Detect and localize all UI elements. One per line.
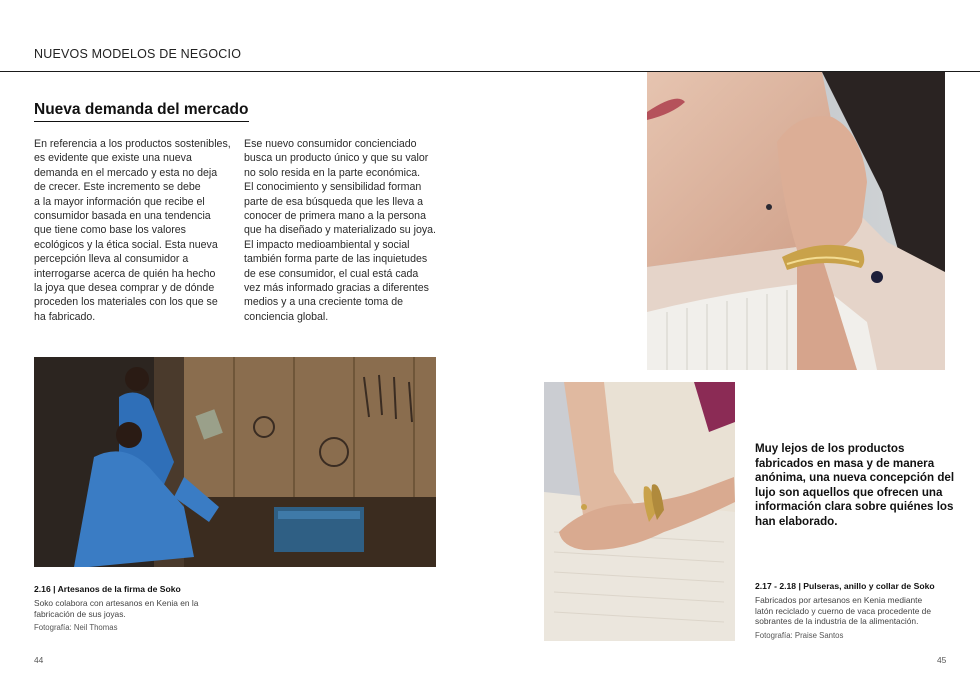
photo-workshop-artisans [34,357,436,567]
caption-workshop-text [34,598,198,619]
body-line: El conocimiento y sensibilidad forman [244,181,422,194]
pull-quote-line: Muy lejos de los productos [755,442,905,455]
body-line: proceden los materiales con los que se [34,296,218,309]
pull-quote-line: información clara sobre quiénes los [755,500,954,514]
caption-jewelry-credit: Fotografía: Praise Santos [755,631,844,640]
body-line: demanda en el mercado y esta no deja [34,166,218,179]
body-line: El impacto medioambiental y social [244,238,410,251]
body-line: no solo resida en la parte económica. [244,166,421,179]
body-line: que ha diseñado y materializado su joya. [244,224,436,237]
caption-line: latón reciclado y cuerno de vaca procedente de [755,605,931,616]
body-line: la joya que desea comprar y de dónde [34,282,215,295]
pull-quote-line: han elaborado. [755,514,838,528]
body-line: conocer de primera mano a la persona [244,210,426,223]
body-line: Ese nuevo consumidor concienciado [244,138,417,150]
pull-quote-line: anónima, una nueva concepción del [755,471,955,485]
caption-jewelry-text [755,595,931,627]
photo-necklace-bracelet [647,72,945,370]
caption-workshop-credit: Fotografía: Neil Thomas [34,623,118,632]
body-line: En referencia a los productos sostenibles, [34,138,231,150]
body-line: busca un producto único y que su valor [244,152,429,165]
body-line: parte de esa búsqueda que les lleva a [244,195,424,208]
body-line: percepción lleva al consumidor a [34,253,189,266]
caption-line: fabricación de sus joyas. [34,608,126,619]
body-line: vez más informado gracias a diferentes [244,282,429,295]
body-line: es evidente que existe una nueva [34,152,192,165]
body-line: también forma parte de las inquietudes [244,253,428,266]
body-line: medios y a una creciente toma de [244,296,403,309]
body-line: conciencia global. [244,310,329,323]
body-column-right [244,137,440,324]
body-line: consumidor basada en una tendencia [34,210,211,223]
body-line: a la mayor información que recibe el [34,195,205,208]
body-line: que tiene como base los valores [34,224,186,237]
body-line: de ese consumidor, el cual está cada [244,267,419,280]
pull-quote [755,442,955,530]
body-column-left [34,137,230,324]
caption-workshop-title: 2.16 | Artesanos de la firma de Soko [34,584,181,594]
page-number-right: 45 [937,655,947,665]
body-line: ecológicos y la ética social. Esta nueva [34,238,218,251]
page-number-left: 44 [34,655,44,665]
caption-line: Soko colabora con artesanos en Kenia en la [34,598,199,608]
section-title: Nueva demanda del mercado [34,101,249,122]
caption-jewelry-title: 2.17 - 2.18 | Pulseras, anillo y collar de Soko [755,581,935,591]
caption-line: Fabricados por artesanos en Kenia mediante [755,595,923,605]
photo-hands-bracelets [544,382,735,641]
body-line: ha fabricado. [34,310,96,323]
running-head: NUEVOS MODELOS DE NEGOCIO [34,47,242,61]
caption-line: sobrantes de la industria de la alimentación. [755,616,919,627]
body-line: interrogarse acerca de quién ha hecho [34,267,216,280]
body-line: de crecer. Este incremento se debe [34,181,201,194]
pull-quote-line: lujo son aquellos que ofrecen una [755,485,943,499]
pull-quote-line: fabricados en masa y de manera [755,456,935,470]
